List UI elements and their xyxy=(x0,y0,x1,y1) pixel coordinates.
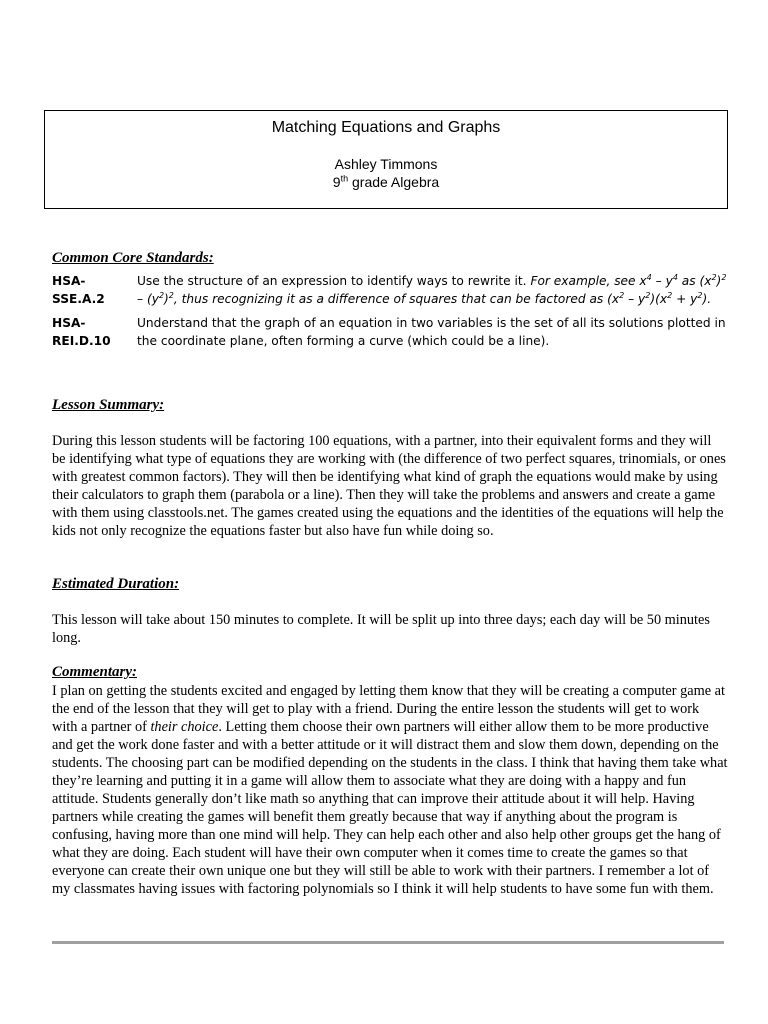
commentary-text: . Letting them choose their own partners will either allow them to be more productive and get the work done faster and with a better attitude or it will distract them and slow them down, depending on the students. The choosing part can be modified depending on the students in the class. I think that having them take what they’re learning and putting it in a game will allow them to associate what they are doing with a happy and fun attitude. Students generally don’t like math so anything that can improve their attitude about it will help. Having partners while creating the games will benefit them greatly because that way if anything about the program is confusing, having more than one mind will help. They can help each other and also help other groups get the hang of what they are doing. Each student will have their own computer when it comes time to create the games so that everyone can create their own unique one but they will still be able to work with their partners. I remember a lot of my classmates having issues with factoring polynomials so I think it will help students to have some fun with them. xyxy=(52,719,728,897)
standard-row xyxy=(52,272,728,308)
standard-description: Use the structure of an expression to identify ways to rewrite it. xyxy=(137,274,531,288)
standard-code-line: SSE.A.2 xyxy=(52,292,105,306)
standard-code xyxy=(52,272,137,308)
standard-text xyxy=(137,272,728,308)
standards-heading: Common Core Standards: xyxy=(52,250,214,266)
duration-heading: Estimated Duration: xyxy=(52,576,180,592)
page-divider xyxy=(52,941,724,944)
standard-example: For example, see $x^4 - y^4$ as $(x^2)^2 - (y^2)^2$, thus recognizing it as a difference of squares that can be factored as $(x^2 - y^2)(x^2 + y^2)$. xyxy=(137,272,727,306)
grade-subject: grade Algebra xyxy=(348,174,440,190)
author-name: Ashley Timmons xyxy=(334,156,438,172)
commentary-emphasis: their choice xyxy=(150,719,219,735)
standards-list xyxy=(52,272,728,356)
standard-code-line: HSA- xyxy=(52,316,86,330)
standard-code xyxy=(52,314,137,350)
grade-number: 9 xyxy=(332,174,341,190)
standard-row xyxy=(52,314,728,350)
standard-code-line: HSA- xyxy=(52,274,86,288)
standard-text: Understand that the graph of an equation in two variables is the set of all its solutions plotted in the coordinate plane, often forming a curve (which could be a line). xyxy=(137,316,726,348)
grade-ordinal: th xyxy=(340,173,349,184)
document-title: Matching Equations and Graphs xyxy=(271,119,501,136)
commentary-paragraph xyxy=(52,682,728,898)
title-box xyxy=(44,110,728,209)
commentary-text: I plan on getting the students excited and engaged by letting them know that they will be creating a computer game at the end of the lesson that they will get to play with a friend. During the entire lesson the students will get to work with a partner of xyxy=(52,683,725,735)
commentary-heading: Commentary: xyxy=(52,664,137,680)
grade-level xyxy=(45,173,727,191)
summary-paragraph: During this lesson students will be factoring 100 equations, with a partner, into their equivalent forms and they will be identifying what type of equations they are working with (the difference of two perfect squares, trinomials, or ones with greatest common factors). They will then be identifying what kind of graph the equations would make by using their calculators to graph them (parabola or a line). Then they will take the problems and answers and create a game with them using classtools.net. The games created using the equations and the identities of the equations will help the kids not only recognize the equations faster but also have fun while doing so. xyxy=(52,433,726,539)
duration-paragraph: This lesson will take about 150 minutes to complete. It will be split up into three days; each day will be 50 minutes long. xyxy=(52,612,710,646)
summary-heading: Lesson Summary: xyxy=(52,397,165,413)
standard-code-line: REI.D.10 xyxy=(52,334,111,348)
